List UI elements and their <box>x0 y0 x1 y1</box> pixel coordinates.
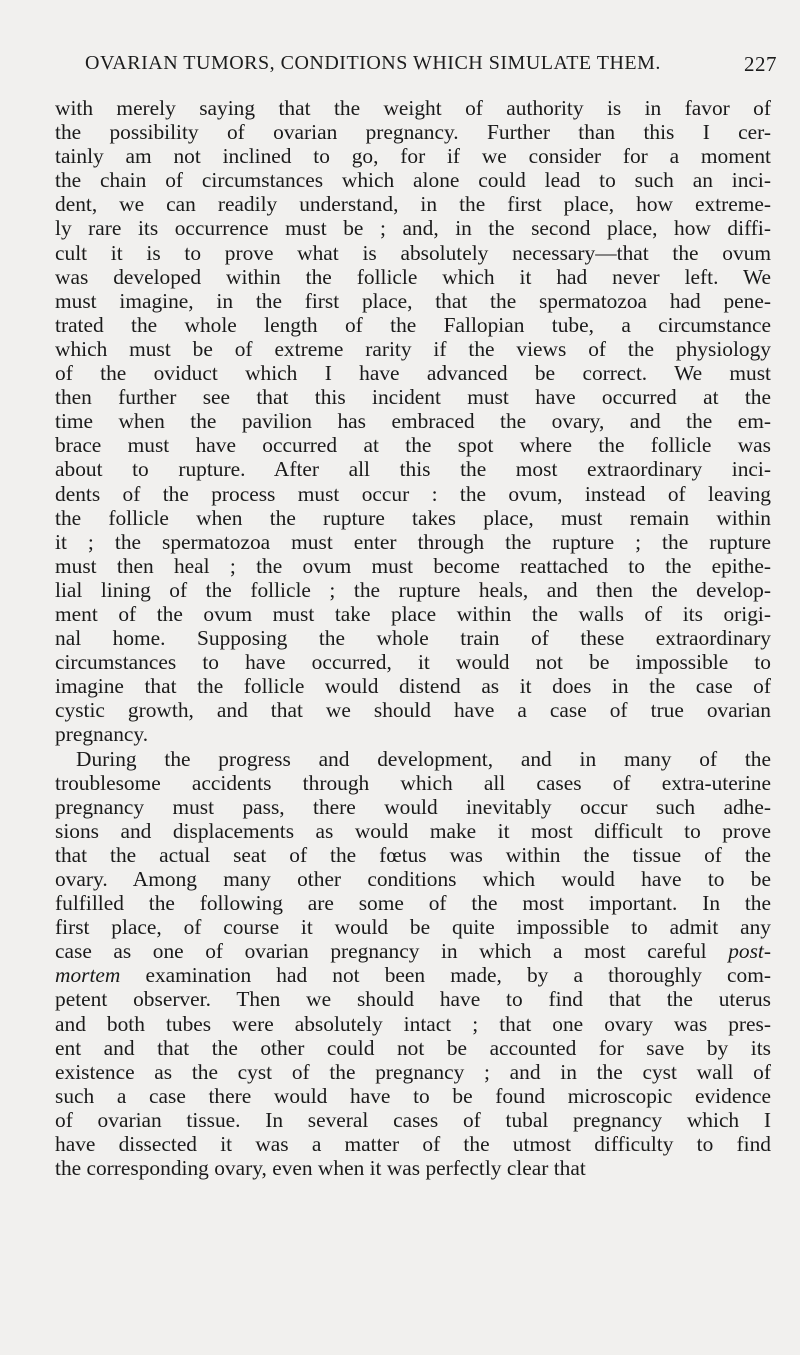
text-line: lial lining of the follicle ; the rupture heals, and then the develop- <box>55 577 771 602</box>
paragraph <box>55 96 771 747</box>
text-line: dent, we can readily understand, in the first place, how extreme- <box>55 192 771 217</box>
text-line: fulfilled the following are some of the most important. In the <box>55 891 771 916</box>
text-line: must imagine, in the first place, that the spermatozoa had pene- <box>55 288 771 313</box>
text-line: about to rupture. After all this the most extraordinary inci- <box>55 457 771 482</box>
text-line: the chain of circumstances which alone could lead to such an inci- <box>55 168 771 193</box>
text-line: tainly am not inclined to go, for if we consider for a moment <box>55 144 771 169</box>
text-line: ent and that the other could not be accounted for save by its <box>55 1035 771 1060</box>
body-text <box>55 96 771 1180</box>
text-line: the follicle when the rupture takes place, must remain within <box>55 505 771 530</box>
text-line: then further see that this incident must have occurred at the <box>55 385 771 410</box>
text-line: nal home. Supposing the whole train of these extraordinary <box>55 626 771 651</box>
text-line: have dissected it was a matter of the utmost difficulty to find <box>55 1132 771 1157</box>
text-line: which must be of extreme rarity if the views of the physiology <box>55 336 771 361</box>
text-line: During the progress and development, and in many of the <box>76 746 771 771</box>
text-line: ly rare its occurrence must be ; and, in the second place, how diffi- <box>55 216 771 241</box>
text-line: imagine that the follicle would distend as it does in the case of <box>55 674 771 699</box>
text-line: with merely saying that the weight of authority is in favor of <box>55 96 771 120</box>
page-number: 227 <box>744 52 777 76</box>
text-line: pregnancy must pass, there would inevitably occur such adhe- <box>55 794 771 819</box>
text-line: the possibility of ovarian pregnancy. Further than this I cer- <box>55 120 771 145</box>
text-line: of ovarian tissue. In several cases of tubal pregnancy which I <box>55 1107 771 1132</box>
text-line: sions and displacements as would make it most difficult to prove <box>55 818 771 843</box>
text-line: it ; the spermatozoa must enter through the rupture ; the rupture <box>55 529 771 554</box>
text-line: was developed within the follicle which it had never left. We <box>55 264 771 289</box>
text-line: and both tubes were absolutely intact ; that one ovary was pres- <box>55 1011 771 1036</box>
text-line: cystic growth, and that we should have a case of true ovarian <box>55 698 771 723</box>
text-line: mortem examination had not been made, by a thoroughly com- <box>55 963 771 988</box>
italic-term: mortem <box>55 963 121 988</box>
text-line: petent observer. Then we should have to find that the uterus <box>55 987 771 1012</box>
text-line: ment of the ovum must take place within the walls of its origi- <box>55 601 771 626</box>
text-line: that the actual seat of the fœtus was within the tissue of the <box>55 842 771 867</box>
text-line: the corresponding ovary, even when it was perfectly clear that <box>55 1156 586 1181</box>
paragraph <box>55 747 771 1181</box>
text-line: pregnancy. <box>55 722 149 747</box>
text-line: circumstances to have occurred, it would not be impossible to <box>55 650 771 675</box>
text-line: must then heal ; the ovum must become reattached to the epithe- <box>55 553 771 578</box>
text-line: existence as the cyst of the pregnancy ; and in the cyst wall of <box>55 1059 771 1084</box>
text-line: dents of the process must occur : the ovum, instead of leaving <box>55 481 771 506</box>
text-line: cult it is to prove what is absolutely necessary—that the ovum <box>55 240 771 265</box>
text-line: ovary. Among many other conditions which would have to be <box>55 867 771 891</box>
running-head <box>85 52 777 80</box>
text-line: troublesome accidents through which all cases of extra-uterine <box>55 770 771 795</box>
text-line: case as one of ovarian pregnancy in which a most careful post- <box>55 939 771 964</box>
text-line: time when the pavilion has embraced the ovary, and the em- <box>55 409 771 434</box>
italic-term: post- <box>728 939 771 964</box>
running-title: OVARIAN TUMORS, CONDITIONS WHICH SIMULATE THEM. <box>85 52 661 74</box>
text-line: trated the whole length of the Fallopian tube, a circumstance <box>55 312 771 337</box>
text-line: first place, of course it would be quite impossible to admit any <box>55 915 771 940</box>
text-line: brace must have occurred at the spot where the follicle was <box>55 433 771 458</box>
text-line: such a case there would have to be found microscopic evidence <box>55 1083 771 1108</box>
text-line: of the oviduct which I have advanced be correct. We must <box>55 361 771 386</box>
